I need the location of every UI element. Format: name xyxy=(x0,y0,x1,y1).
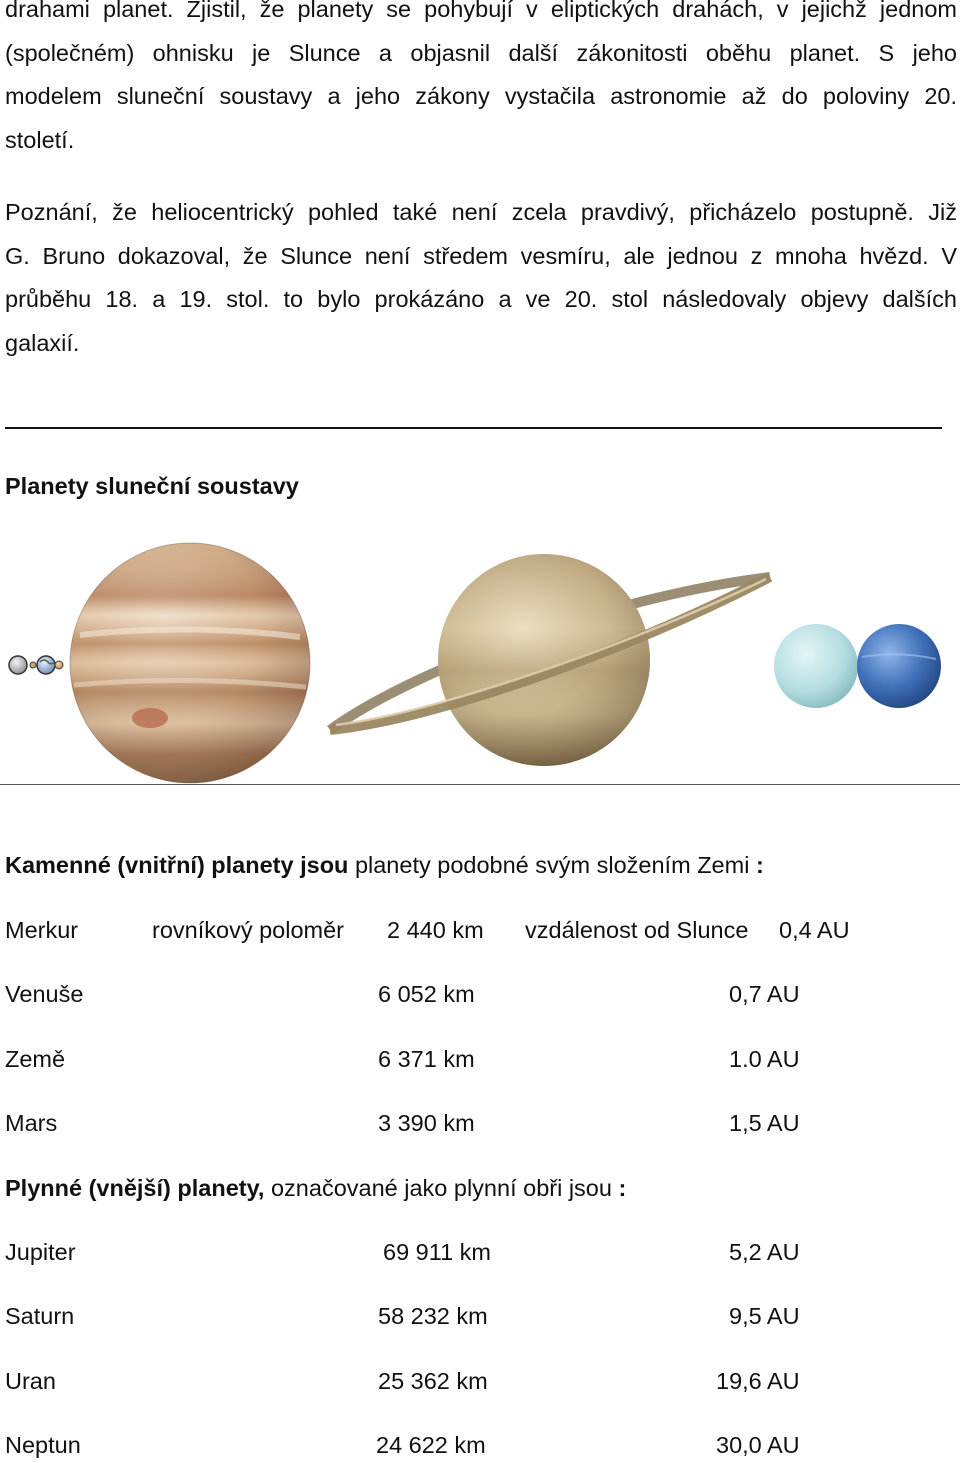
terrestrial-heading xyxy=(5,852,764,879)
planet-name-venuse: Venuše xyxy=(5,981,84,1007)
second-line-1: Poznání, že heliocentrický pohled také není zcela pravdivý, přicházelo postupně. Již xyxy=(5,199,957,225)
saturn-icon xyxy=(330,554,770,766)
planet-radius-neptun: 24 622 km xyxy=(376,1432,486,1458)
planet-name-zeme: Země xyxy=(5,1046,66,1072)
second-line-3: průběhu 18. a 19. stol. to bylo prokázáno a ve 20. stol následovaly objevy dalších xyxy=(5,286,957,312)
planet-name-uran: Uran xyxy=(5,1368,56,1394)
planet-distance-jupiter: 5,2 AU xyxy=(729,1239,800,1265)
planet-name-saturn: Saturn xyxy=(5,1303,75,1329)
terrestrial-heading-rest: planety podobné svým složením Zemi xyxy=(348,852,756,878)
planet-distance-mars: 1,5 AU xyxy=(729,1110,800,1136)
planet-distance-merkur: 0,4 AU xyxy=(779,917,850,943)
gas-heading-colon: : xyxy=(618,1175,627,1201)
planet-name-jupiter: Jupiter xyxy=(5,1239,76,1265)
second-paragraph xyxy=(5,191,957,365)
mercury-icon xyxy=(9,656,27,674)
planet-distance-neptun: 30,0 AU xyxy=(716,1432,800,1458)
planet-radius-mars: 3 390 km xyxy=(378,1110,475,1136)
planet-distance-uran: 19,6 AU xyxy=(716,1368,800,1394)
planet-radius-jupiter: 69 911 km xyxy=(383,1239,491,1265)
intro-line-3: modelem sluneční soustavy a jeho zákony vystačila astronomie až do poloviny 20. xyxy=(5,83,957,109)
section-title: Planety sluneční soustavy xyxy=(5,473,299,499)
mars-icon xyxy=(55,661,63,669)
second-line-4: galaxií. xyxy=(5,329,80,356)
planet-radius-saturn: 58 232 km xyxy=(378,1303,488,1329)
planet-radius-uran: 25 362 km xyxy=(378,1368,488,1394)
neptune-icon xyxy=(857,624,941,708)
planet-radius-zeme: 6 371 km xyxy=(378,1046,475,1072)
earth-icon xyxy=(37,656,55,674)
planet-distance-zeme: 1.0 AU xyxy=(729,1046,800,1072)
planets-illustration xyxy=(0,535,960,785)
planet-name-mars: Mars xyxy=(5,1110,58,1136)
terrestrial-heading-colon: : xyxy=(755,852,764,878)
planet-distance-saturn: 9,5 AU xyxy=(729,1303,800,1329)
horizontal-divider xyxy=(5,427,942,429)
gas-heading-bold: Plynné (vnější) planety, xyxy=(5,1175,265,1201)
illustration-baseline xyxy=(0,784,960,785)
planet-radius-merkur: 2 440 km xyxy=(387,917,484,943)
second-line-2: G. Bruno dokazoval, že Slunce není středem vesmíru, ale jednou z mnoha hvězd. V xyxy=(5,242,957,269)
jupiter-icon xyxy=(70,543,310,783)
intro-paragraph xyxy=(5,0,957,162)
gas-heading-rest: označované jako plynní obři jsou xyxy=(264,1175,619,1201)
distance-label: vzdálenost od Slunce xyxy=(525,917,749,943)
planet-radius-venuse: 6 052 km xyxy=(378,981,475,1007)
planet-distance-venuse: 0,7 AU xyxy=(729,981,800,1007)
radius-label: rovníkový poloměr xyxy=(152,917,344,943)
gas-heading xyxy=(5,1175,626,1202)
intro-line-2: (společném) ohnisku je Slunce a objasnil další zákonitosti oběhu planet. S jeho xyxy=(5,39,957,66)
intro-line-4: století. xyxy=(5,126,75,153)
uranus-icon xyxy=(774,624,858,708)
terrestrial-heading-bold: Kamenné (vnitřní) planety jsou xyxy=(5,852,349,878)
intro-line-1: drahami planet. Zjistil, že planety se pohybují v eliptických drahách, v jejichž jednom xyxy=(5,0,957,22)
planet-name-merkur: Merkur xyxy=(5,917,79,943)
planet-name-neptun: Neptun xyxy=(5,1432,81,1458)
venus-icon xyxy=(30,662,36,668)
